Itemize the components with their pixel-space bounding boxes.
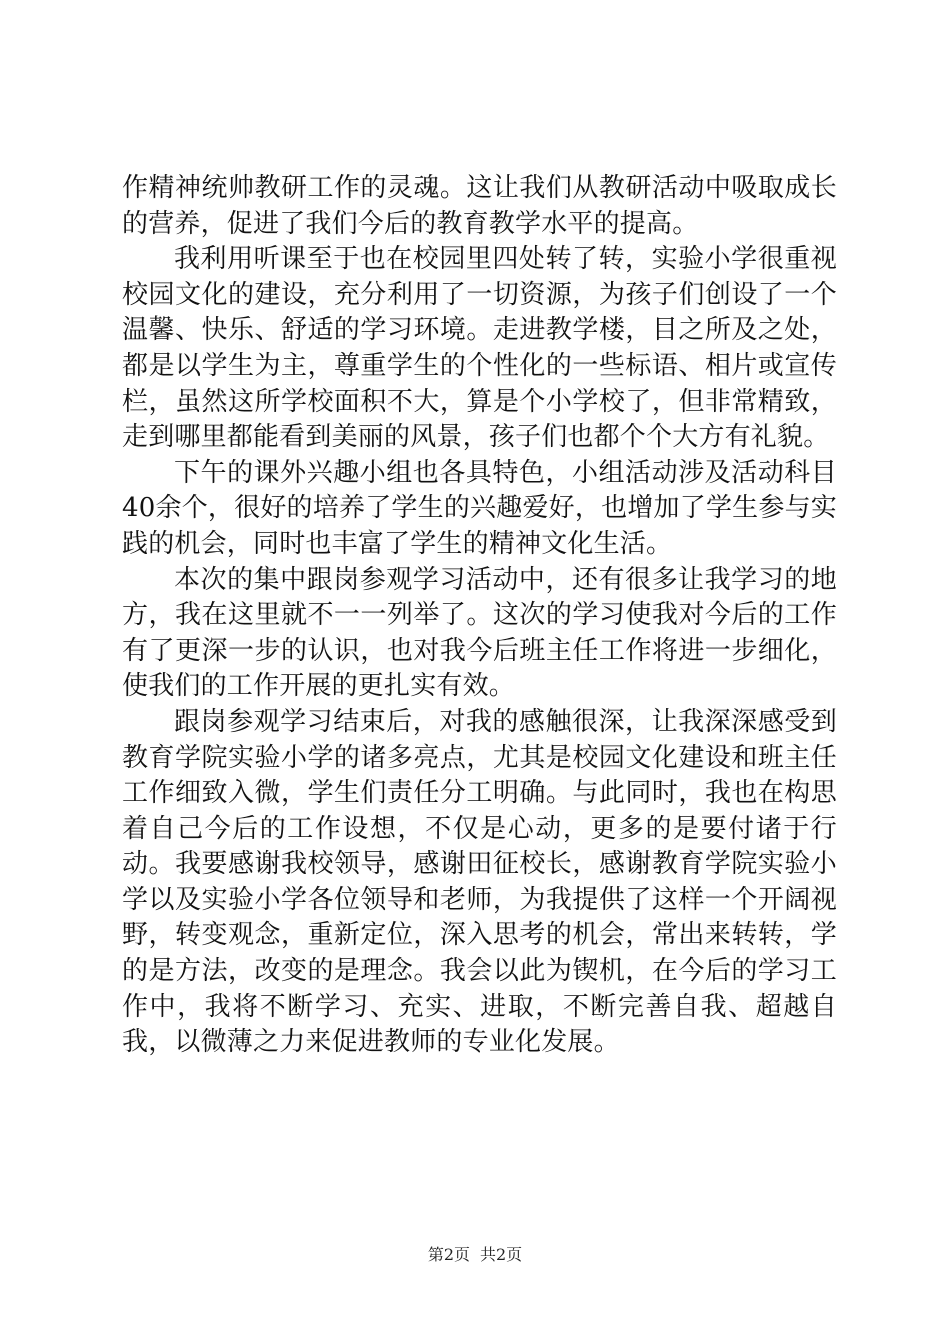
page-number: 第2页 [427, 1245, 470, 1264]
paragraph-2: 我利用听课至于也在校园里四处转了转，实验小学很重视校园文化的建设，充分利用了一切资源，为孩子们创设了一个温馨、快乐、舒适的学习环境。走进教学楼，目之所及之处，都是以学生为主，尊重学生的个性化的一些标语、相片或宣传栏，虽然这所学校面积不大，算是个小学校了，但非常精致，走到哪里都能看到美丽的风景，孩子们也都个个大方有礼貌。 [122, 244, 837, 453]
paragraph-5: 跟岗参观学习结束后，对我的感触很深，让我深深感受到教育学院实验小学的诸多亮点，尤其是校园文化建设和班主任工作细致入微，学生们责任分工明确。与此同时，我也在构思着自己今后的工作设想，不仅是心动，更多的是要付诸于行动。我要感谢我校领导，感谢田征校长，感谢教育学院实验小学以及实验小学各位领导和老师，为我提供了这样一个开阔视野，转变观念，重新定位，深入思考的机会，常出来转转，学的是方法，改变的是理念。我会以此为锲机，在今后的学习工作中，我将不断学习、充实、进取，不断完善自我、超越自我，以微薄之力来促进教师的专业化发展。 [122, 706, 837, 1058]
page-footer [0, 1245, 950, 1265]
paragraph-4: 本次的集中跟岗参观学习活动中，还有很多让我学习的地方，我在这里就不一一列举了。这次的学习使我对今后的工作有了更深一步的认识，也对我今后班主任工作将进一步细化，使我们的工作开展的更扎实有效。 [122, 564, 837, 702]
page-total: 共2页 [480, 1245, 523, 1264]
paragraph-3: 下午的课外兴趣小组也各具特色，小组活动涉及活动科目40余个，很好的培养了学生的兴趣爱好，也增加了学生参与实践的机会，同时也丰富了学生的精神文化生活。 [122, 457, 837, 559]
document-body [122, 171, 837, 1061]
paragraph-1: 作精神统帅教研工作的灵魂。这让我们从教研活动中吸取成长的营养，促进了我们今后的教育教学水平的提高。 [122, 173, 837, 239]
